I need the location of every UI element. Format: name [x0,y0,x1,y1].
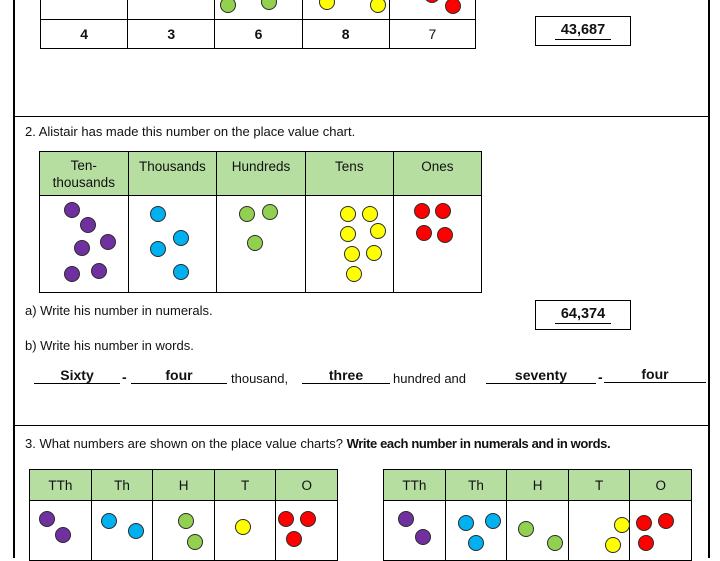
section-divider [14,425,710,426]
header-t: T [568,470,630,501]
red-counter [445,0,461,14]
header-t: T [214,470,276,501]
red-counter [416,225,432,241]
yellow-counter [370,223,386,239]
blue-counter [128,523,144,539]
yellow-counter [235,519,251,535]
red-counter [638,535,654,551]
purple-counter [39,511,55,527]
q3b-hundreds-cell [507,501,569,561]
header-ones: Ones [393,152,481,196]
green-counter [518,521,534,537]
blue-counter [101,513,117,529]
word-blank: four [604,366,706,383]
purple-counter [415,529,431,545]
hyphen: - [122,369,127,385]
word-hundred-and: hundred and [393,371,467,386]
q2-tens-cell [305,196,393,293]
q1-ones-cell [389,0,475,20]
yellow-counter [366,245,382,261]
q2-answer-box [535,300,631,330]
yellow-counter [614,517,630,533]
purple-counter [398,511,414,527]
q2-hundreds-cell [217,196,306,293]
q2-part-b: b) Write his number in words. [25,338,194,353]
yellow-counter [370,0,386,13]
green-counter [262,204,278,220]
red-counter [437,227,453,243]
q3a-tens-cell [214,501,276,561]
red-counter [636,515,652,531]
q1-digit: 6 [215,20,302,49]
header-ten-thousands: Ten- thousands [40,152,129,196]
green-counter [261,0,277,10]
yellow-counter [346,266,362,282]
green-counter [247,235,263,251]
header-th: Th [445,470,507,501]
q3a-ones-cell [276,501,338,561]
red-counter [658,513,674,529]
q3-question-bold: Write each number in numerals and in words. [346,436,611,451]
hyphen: - [598,369,603,385]
q1-digit: 3 [128,20,215,49]
q3b-tens-cell [568,501,630,561]
yellow-counter [605,537,621,553]
q2-answer-numerals: 64,374 [555,306,611,324]
green-counter [220,0,236,13]
red-counter [300,511,316,527]
header-o: O [630,470,692,501]
q2-ten-thousands-cell [40,196,129,293]
word-blank: Sixty [34,367,120,384]
green-counter [547,535,563,551]
red-counter [414,203,430,219]
q3b-thousands-cell [445,501,507,561]
q3b-ten-thousands-cell [384,501,446,561]
q3-place-value-table-left [29,469,338,561]
word-blank: four [131,367,227,384]
purple-counter [64,266,80,282]
q3a-ten-thousands-cell [30,501,92,561]
yellow-counter [362,206,378,222]
q1-tens-cell [302,0,389,20]
purple-counter [64,202,80,218]
header-h: H [507,470,569,501]
q3a-hundreds-cell [153,501,215,561]
blue-counter [173,264,189,280]
q3a-thousands-cell [91,501,153,561]
q1-ten-thousands-cell [41,0,128,20]
green-counter [178,513,194,529]
red-counter [424,0,440,3]
q1-digit: 4 [41,20,128,49]
q3-question-plain: 3. What numbers are shown on the place value charts? [25,436,343,451]
section-divider [14,116,710,117]
word-blank: three [302,367,390,384]
purple-counter [100,234,116,250]
yellow-counter [340,206,356,222]
header-o: O [276,470,338,501]
blue-counter [150,206,166,222]
q2-place-value-table [39,151,482,293]
red-counter [278,511,294,527]
blue-counter [150,241,166,257]
blue-counter [458,515,474,531]
q1-digit: 8 [302,20,389,49]
q1-digit: 7 [389,20,475,49]
q2-thousands-cell [128,196,217,293]
q1-hundreds-cell [215,0,302,20]
header-thousands: Thousands [128,152,217,196]
header-tth: TTh [384,470,446,501]
q1-answer: 43,687 [555,22,611,40]
q3-question [25,436,610,451]
yellow-counter [344,246,360,262]
red-counter [286,531,302,547]
blue-counter [485,513,501,529]
q3b-ones-cell [630,501,692,561]
green-counter [187,534,203,550]
q1-answer-box [535,16,631,46]
header-tens: Tens [305,152,393,196]
purple-counter [80,217,96,233]
yellow-counter [319,0,335,10]
red-counter [435,203,451,219]
q1-thousands-cell [128,0,215,20]
header-h: H [153,470,215,501]
yellow-counter [340,226,356,242]
q2-part-a: a) Write his number in numerals. [25,303,213,318]
q2-ones-cell [393,196,481,293]
q3-place-value-table-right [383,469,692,561]
header-th: Th [91,470,153,501]
green-counter [239,206,255,222]
q1-place-value-table [40,0,476,49]
blue-counter [173,230,189,246]
word-thousand: thousand, [231,371,289,386]
q2-question: 2. Alistair has made this number on the place value chart. [25,124,356,139]
purple-counter [74,240,90,256]
header-hundreds: Hundreds [217,152,306,196]
purple-counter [91,263,107,279]
word-blank: seventy [486,367,596,384]
blue-counter [468,535,484,551]
header-tth: TTh [30,470,92,501]
